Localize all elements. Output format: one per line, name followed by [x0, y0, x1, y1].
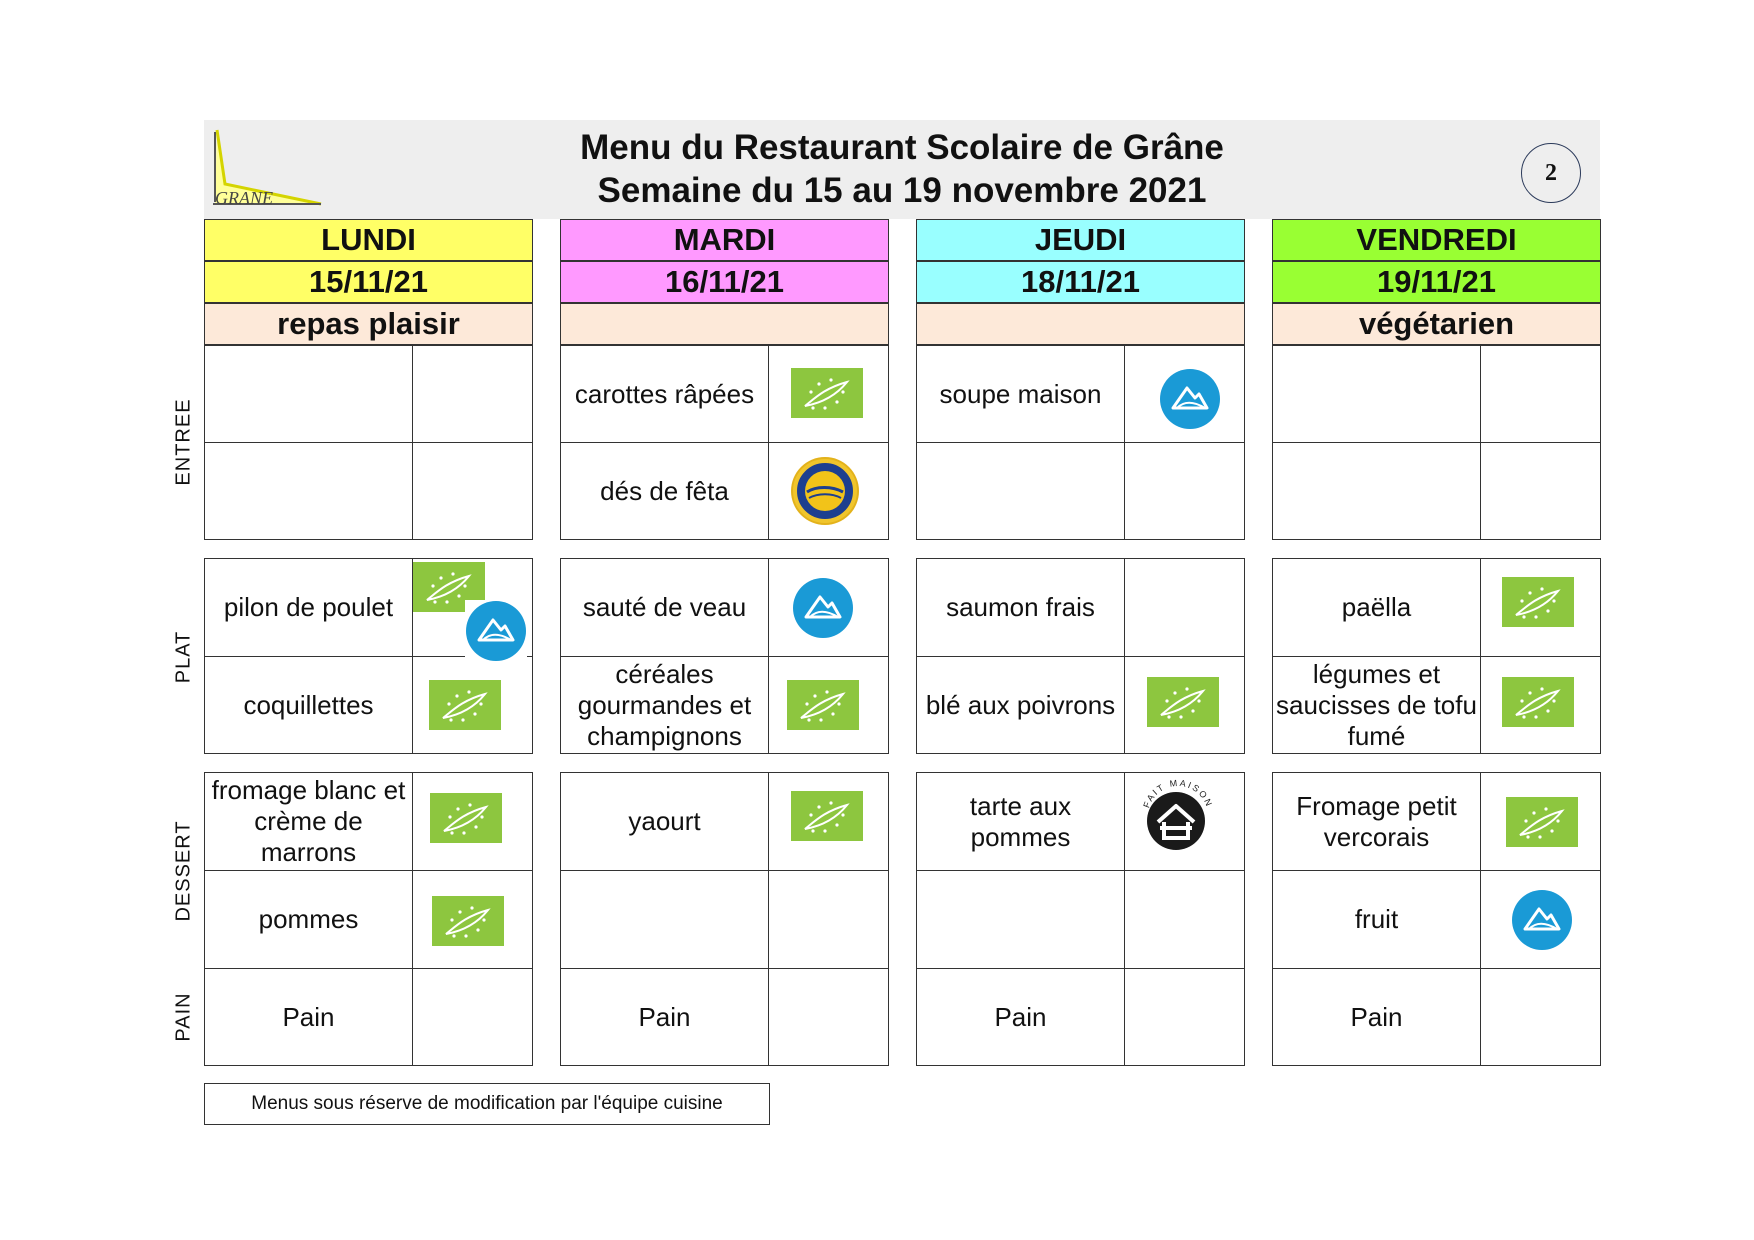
menu-item-plat: coquillettes — [204, 656, 413, 754]
menu-item-dessert — [560, 870, 769, 969]
menu-item-plat: saumon frais — [916, 558, 1125, 657]
menu-item-plat: paëlla — [1272, 558, 1481, 657]
menu-item-entree — [916, 442, 1125, 540]
label-cell — [1124, 442, 1245, 540]
menu-item-entree — [1272, 345, 1481, 443]
svg-text:FAIT MAISON: FAIT MAISON — [1141, 777, 1215, 810]
organic-eu-leaf-icon — [432, 896, 504, 946]
day-date-lundi: 15/11/21 — [204, 261, 533, 303]
organic-eu-leaf-icon — [1147, 677, 1219, 727]
label-cell — [1124, 968, 1245, 1066]
day-name-mardi: MARDI — [560, 219, 889, 261]
organic-eu-leaf-icon — [1506, 797, 1578, 847]
organic-eu-leaf-icon — [1502, 677, 1574, 727]
menu-item-plat: sauté de veau — [560, 558, 769, 657]
organic-eu-leaf-icon — [791, 368, 863, 418]
menu-item-entree: carottes râpées — [560, 345, 769, 443]
menu-item-entree: soupe maison — [916, 345, 1125, 443]
label-cell — [412, 345, 533, 443]
label-cell — [1124, 870, 1245, 969]
day-date-mardi: 16/11/21 — [560, 261, 889, 303]
menu-item-entree: dés de fêta — [560, 442, 769, 540]
day-date-vendredi: 19/11/21 — [1272, 261, 1601, 303]
label-cell — [1480, 442, 1601, 540]
menu-item-plat: légumes et saucisses de tofu fumé — [1272, 656, 1481, 754]
menu-item-plat: pilon de poulet — [204, 558, 413, 657]
label-cell — [1480, 968, 1601, 1066]
menu-item-dessert: fruit — [1272, 870, 1481, 969]
day-name-lundi: LUNDI — [204, 219, 533, 261]
label-cell — [412, 442, 533, 540]
organic-eu-leaf-icon — [1502, 577, 1574, 627]
svg-text:GRANE: GRANE — [215, 188, 273, 208]
page-title — [204, 126, 1600, 212]
label-cell — [1124, 558, 1245, 657]
day-name-jeudi: JEUDI — [916, 219, 1245, 261]
menu-item-entree — [204, 442, 413, 540]
menu-item-dessert — [916, 870, 1125, 969]
footer-note: Menus sous réserve de modification par l'équipe cuisine — [204, 1083, 770, 1125]
organic-eu-leaf-icon — [787, 680, 859, 730]
menu-item-dessert: pommes — [204, 870, 413, 969]
menu-item-pain: Pain — [916, 968, 1125, 1066]
igp-quality-seal-icon — [790, 456, 860, 526]
section-label-plat: PLAT — [172, 630, 195, 684]
day-theme-mardi — [560, 303, 889, 345]
menu-item-dessert: fromage blanc et crème de marrons — [204, 772, 413, 871]
day-name-vendredi: VENDREDI — [1272, 219, 1601, 261]
organic-eu-leaf-icon — [791, 791, 863, 841]
page-number-badge: 2 — [1521, 143, 1581, 203]
title-line-1: Menu du Restaurant Scolaire de Grâne — [580, 128, 1224, 167]
organic-eu-leaf-icon — [430, 793, 502, 843]
label-cell — [1480, 345, 1601, 443]
menu-item-pain: Pain — [1272, 968, 1481, 1066]
regional-product-mountain-icon — [1511, 889, 1573, 951]
menu-item-dessert: yaourt — [560, 772, 769, 871]
menu-item-pain: Pain — [560, 968, 769, 1066]
label-cell — [768, 870, 889, 969]
menu-item-entree — [204, 345, 413, 443]
menu-item-pain: Pain — [204, 968, 413, 1066]
fait-maison-house-icon — [1138, 776, 1218, 852]
menu-item-plat: blé aux poivrons — [916, 656, 1125, 754]
day-theme-lundi: repas plaisir — [204, 303, 533, 345]
regional-product-mountain-icon — [792, 577, 854, 639]
section-label-entree: ENTREE — [172, 398, 195, 486]
day-theme-jeudi — [916, 303, 1245, 345]
menu-item-entree — [1272, 442, 1481, 540]
menu-item-dessert: Fromage petit vercorais — [1272, 772, 1481, 871]
menu-item-plat: céréales gourmandes et champignons — [560, 656, 769, 754]
day-theme-vendredi: végétarien — [1272, 303, 1601, 345]
day-date-jeudi: 18/11/21 — [916, 261, 1245, 303]
regional-product-mountain-icon — [1159, 368, 1221, 430]
label-cell — [768, 968, 889, 1066]
organic-eu-leaf-icon — [429, 680, 501, 730]
regional-product-mountain-icon — [465, 600, 527, 662]
section-label-pain: PAIN — [172, 992, 195, 1042]
label-cell — [412, 968, 533, 1066]
title-line-2: Semaine du 15 au 19 novembre 2021 — [597, 171, 1207, 210]
section-label-dessert: DESSERT — [172, 820, 195, 922]
menu-item-dessert: tarte aux pommes — [916, 772, 1125, 871]
